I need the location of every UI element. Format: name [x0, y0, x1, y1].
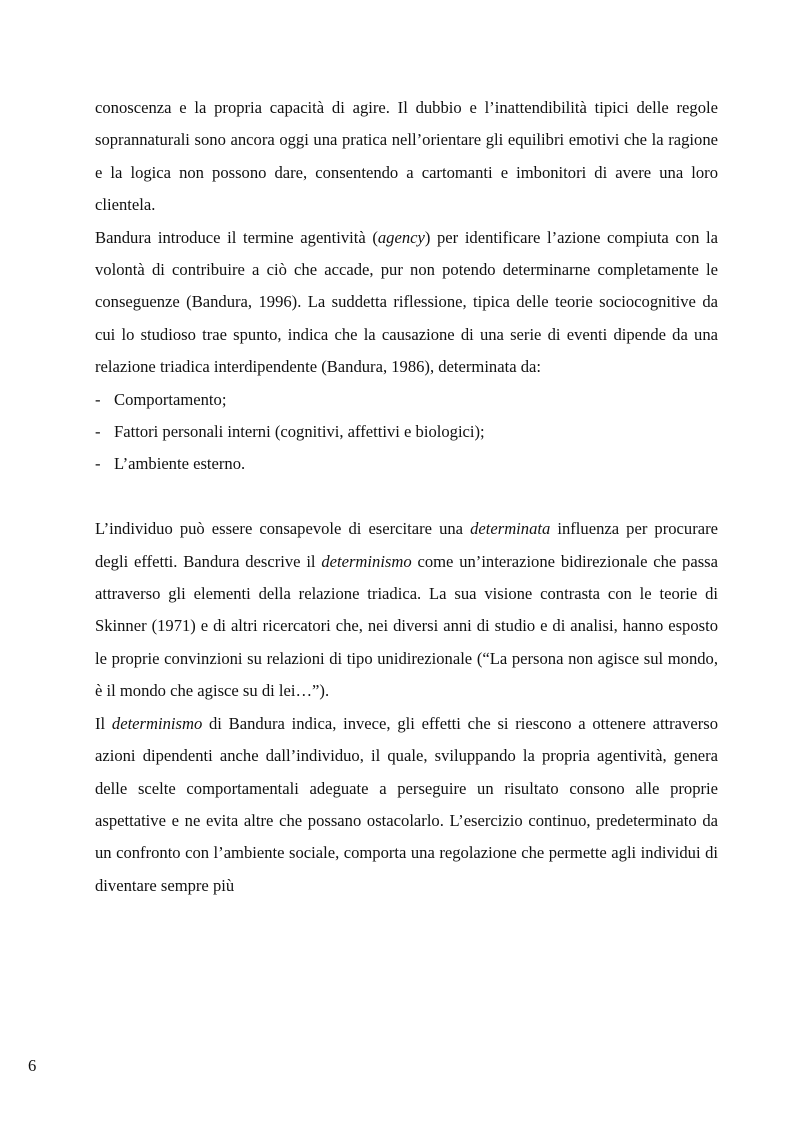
paragraph-determinism — [95, 513, 718, 707]
bullet-item — [95, 384, 718, 416]
paragraph-text: Bandura introduce il termine agentività ( — [95, 227, 378, 247]
bullet-item — [95, 448, 718, 480]
body-text — [95, 92, 718, 902]
paragraph-text: Il — [95, 713, 112, 733]
paragraph-text: L’individuo può essere consapevole di esercitare una — [95, 519, 471, 539]
bullet-text: Comportamento; — [114, 389, 227, 409]
paragraph-bandura-determinism — [95, 708, 718, 902]
paragraph-text: influenza per procurare degli effetti. Bandura descrive il — [95, 519, 718, 571]
bullet-dash: - — [95, 422, 101, 442]
italic-term-determinata: determinata — [470, 519, 551, 539]
paragraph-text: come un’interazione bidirezionale che passa attraverso gli elementi della relazione triadica. La sua visione contrasta con le teorie di Skinner (1971) e di altri ricercatori che, nei diversi anni di studio e di analisi, hanno esposto le proprie convinzioni su relazioni di tipo unidirezionale (“La persona non agisce sul mondo, è il mondo che agisce su di lei…”). — [95, 551, 718, 701]
bullet-dash: - — [95, 389, 101, 409]
bullet-text: L’ambiente esterno. — [114, 454, 246, 474]
page-number: 6 — [28, 1056, 37, 1075]
italic-term-agency: agency — [377, 227, 425, 247]
bullet-text: Fattori personali interni (cognitivi, affettivi e biologici); — [114, 422, 485, 442]
bullet-item — [95, 416, 718, 448]
italic-term-determinismo: determinismo — [321, 551, 412, 571]
paragraph-text: di Bandura indica, invece, gli effetti che si riescono a ottenere attraverso azioni dipendenti anche dall’individuo, il quale, sviluppando la propria agentività, genera delle scelte comportamentali adeguate a perseguire un risultato consono alle proprie aspettative e ne evita altre che possano ostacolarlo. L’esercizio continuo, predeterminato da un confronto con l’ambiente sociale, comporta una regolazione che permette agli individui di diventare sempre più — [95, 713, 718, 895]
italic-term-determinismo: determinismo — [111, 713, 203, 733]
bullet-dash: - — [95, 454, 101, 474]
paragraph-continuation — [95, 92, 718, 222]
bullet-list — [95, 384, 718, 481]
paragraph-agency — [95, 222, 718, 384]
paragraph-text: conoscenza e la propria capacità di agire. Il dubbio e l’inattendibilità tipici delle regole soprannaturali sono ancora oggi una pratica nell’orientare gli equilibri emotivi che la ragione e la logica non possono dare, consentendo a cartomanti e imbonitori di avere una loro clientela. — [95, 98, 718, 215]
paragraph-text: ) per identificare l’azione compiuta con la volontà di contribuire a ciò che accade, pur non potendo determinarne completamente le conseguenze (Bandura, 1996). La suddetta riflessione, tipica delle teorie sociocognitive da cui lo studioso trae spunto, indica che la causazione di una serie di eventi dipende da una relazione triadica interdipendente (Bandura, 1986), determinata da: — [95, 227, 718, 377]
